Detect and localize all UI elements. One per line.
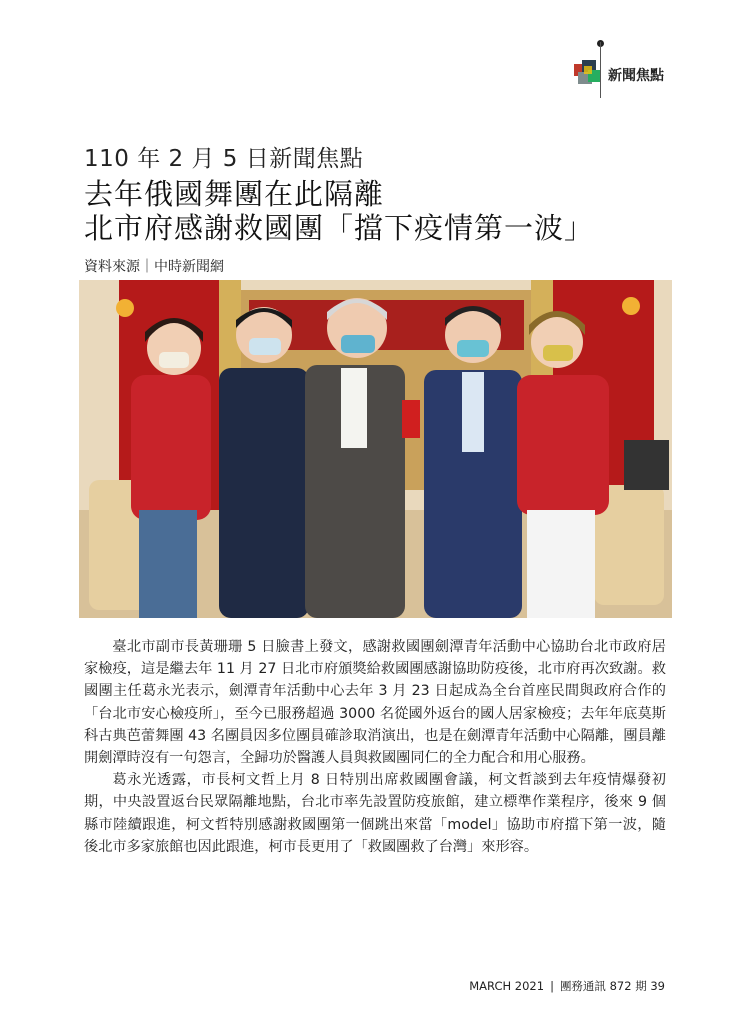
footer-publication: 團務通訊 872 期 39 bbox=[559, 979, 665, 993]
source-credit: 資料來源｜中時新聞網 bbox=[84, 259, 224, 275]
footer-month: MARCH 2021 bbox=[469, 979, 545, 993]
footer-separator: | bbox=[550, 979, 554, 993]
section-header bbox=[570, 40, 740, 100]
section-label: 新聞焦點 bbox=[608, 68, 664, 84]
article-paragraph-1: 臺北市副市長黃珊珊 5 日臉書上發文，感謝救國團劍潭青年活動中心協助台北市政府居家檢疫，這是繼去年 11 月 27 日北市府頒獎給救國團感謝協助防疫後，北市府再次致謝。救國團主任葛永光表示，劍潭青年活動中心去年 3 月 23 日起成為全台首座民間與政府合作的「台北市安心檢疫所」，至今已服務超過 3000 名從國外返台的國人居家檢疫；去年年底莫斯科古典芭蕾舞團 43 名團員因多位團員確診取消演出，也是在劍潭青年活動中心隔離，團員離開劍潭時沒有一句怨言，全歸功於醫護人員與救國團同仁的全力配合和用心服務。 bbox=[84, 639, 666, 767]
news-photo bbox=[79, 280, 672, 618]
page-footer bbox=[469, 978, 665, 994]
news-collage-icon bbox=[572, 58, 606, 88]
article-body bbox=[84, 636, 666, 858]
date-line: 110 年 2 月 5 日新聞焦點 bbox=[84, 146, 364, 172]
headline-line-2: 北市府感謝救國團「擋下疫情第一波」 bbox=[84, 211, 595, 245]
article-paragraph-2: 葛永光透露，市長柯文哲上月 8 日特別出席救國團會議，柯文哲談到去年疫情爆發初期，中央設置返台民眾隔離地點，台北市率先設置防疫旅館，建立標準作業程序，後來 9 個縣市陸續跟進，柯文哲特別感謝救國團第一個跳出來當「model」協助市府擋下第一波，隨後北市多家旅館也因此跟進，柯市長更用了「救國團救了台灣」來形容。 bbox=[84, 772, 666, 855]
five-people-holding-red-envelope-photo bbox=[79, 280, 672, 618]
headline-line-1: 去年俄國舞團在此隔離 bbox=[84, 177, 385, 211]
